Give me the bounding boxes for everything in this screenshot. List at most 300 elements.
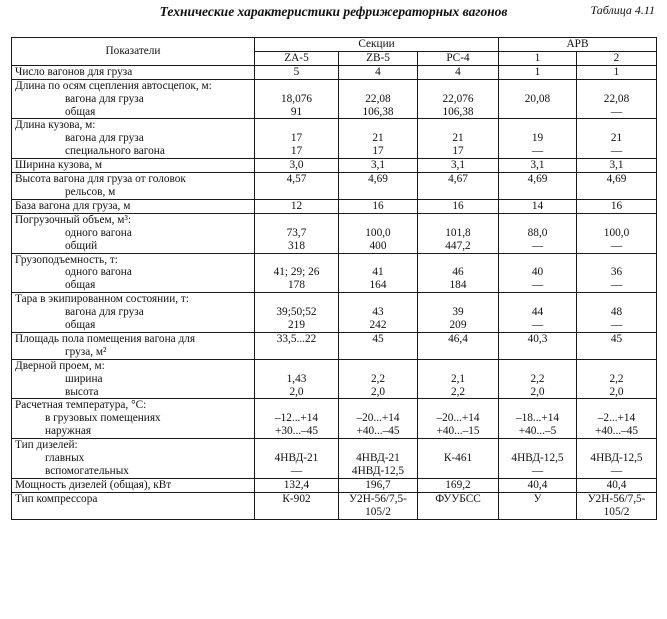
value-text: 4НВД-12,5	[351, 464, 405, 477]
value-text: 4,69	[606, 173, 627, 186]
value-cell	[418, 79, 499, 119]
row-label-text: Тип дизелей:	[15, 439, 78, 452]
value-text: 242	[369, 319, 387, 332]
value-text: 4,67	[448, 173, 468, 186]
row-sublabel-text: вагона для груза	[65, 132, 144, 145]
header-col: 1	[499, 51, 577, 65]
value-text	[258, 293, 335, 306]
value-text: 16	[452, 199, 464, 212]
table-row	[12, 173, 657, 200]
value-text	[580, 399, 653, 412]
value-cell	[577, 213, 657, 253]
value-cell	[577, 79, 657, 119]
value-cell	[255, 173, 339, 200]
value-text: 45	[610, 332, 623, 345]
value-cell	[255, 213, 339, 253]
value-cell	[339, 359, 418, 399]
value-text: 2,0	[530, 385, 545, 398]
value-text: 219	[288, 319, 305, 332]
row-label	[12, 439, 255, 479]
row-label-text: Ширина кузова, м	[15, 159, 103, 172]
table-row	[12, 119, 657, 159]
value-text: —	[531, 319, 544, 332]
value-text: 3,1	[530, 159, 545, 172]
value-text: 2,2	[609, 372, 624, 385]
value-cell	[577, 332, 657, 359]
row-sublabel-text: одного вагона	[65, 266, 132, 279]
value-cell	[577, 359, 657, 399]
value-text	[258, 214, 335, 227]
value-cell	[255, 65, 339, 79]
value-cell	[339, 199, 418, 213]
value-text: 318	[288, 239, 305, 252]
row-label-text: Число вагонов для груза	[15, 65, 133, 78]
row-sublabel-text: груза, м²	[65, 345, 107, 358]
value-cell	[499, 399, 577, 439]
value-cell	[577, 199, 657, 213]
value-text: 106,38	[362, 105, 394, 118]
value-cell	[499, 253, 577, 293]
value-text: 19	[531, 132, 544, 145]
value-text: 132,4	[283, 478, 310, 491]
value-cell	[339, 79, 418, 119]
value-text: 40	[531, 266, 544, 279]
row-sublabel-text: общий	[65, 239, 98, 252]
value-text: +40...–45	[594, 425, 639, 438]
value-text: 12	[290, 199, 303, 212]
value-text: 16	[610, 199, 623, 212]
value-text: 196,7	[365, 478, 391, 491]
value-text: 2,2	[530, 372, 545, 385]
row-label-text: Тип компрессора	[15, 492, 98, 505]
value-text	[502, 293, 573, 306]
value-text: 46,4	[448, 332, 468, 345]
value-cell	[418, 478, 499, 492]
value-text: 3,1	[450, 159, 466, 172]
value-cell	[255, 332, 339, 359]
value-text	[580, 293, 653, 306]
value-text: 41	[372, 266, 384, 279]
row-label-text: Длина кузова, м:	[15, 119, 96, 132]
value-text: 46	[452, 266, 464, 279]
value-text: 21	[610, 132, 623, 145]
value-text: 100,0	[365, 226, 391, 239]
value-cell	[499, 293, 577, 333]
value-text: –12...+14	[274, 412, 319, 425]
value-text	[580, 254, 653, 267]
row-label-text: База вагона для груза, м	[15, 199, 131, 212]
value-cell	[577, 478, 657, 492]
value-text: 48	[610, 306, 623, 319]
value-cell	[255, 399, 339, 439]
value-cell	[339, 253, 418, 293]
row-label	[12, 253, 255, 293]
value-text: —	[531, 145, 544, 158]
header-sections: Секции	[255, 38, 499, 52]
value-cell	[418, 213, 499, 253]
value-text	[421, 80, 495, 93]
value-text: 209	[449, 319, 467, 332]
value-text: 22,076	[442, 92, 474, 105]
value-cell	[577, 159, 657, 173]
value-text: —	[610, 105, 623, 118]
value-cell	[499, 359, 577, 399]
value-cell	[577, 293, 657, 333]
value-text: 39;50;52	[276, 306, 317, 319]
value-text: 106,38	[442, 105, 474, 118]
row-sublabel-text: вспомогательных	[45, 465, 129, 477]
value-cell	[255, 492, 339, 519]
value-text: 17	[290, 145, 303, 158]
value-text	[421, 439, 495, 452]
row-label	[12, 173, 255, 200]
value-cell	[418, 492, 499, 519]
row-label-text: Дверной проем, м:	[15, 359, 105, 372]
value-cell	[499, 119, 577, 159]
table-row	[12, 399, 657, 439]
value-cell	[255, 293, 339, 333]
value-text: –2...+14	[597, 412, 636, 425]
row-label	[12, 213, 255, 253]
value-text	[421, 119, 495, 132]
value-text: 17	[372, 145, 384, 158]
value-text: 1	[534, 65, 541, 78]
row-label-text: Площадь пола помещения вагона для	[15, 332, 196, 345]
value-text: К-461	[443, 452, 473, 465]
value-text	[342, 360, 414, 373]
value-cell	[499, 439, 577, 479]
table-row	[12, 65, 657, 79]
value-cell	[255, 159, 339, 173]
value-text: 44	[531, 306, 544, 319]
value-text	[421, 465, 495, 478]
value-cell	[255, 478, 339, 492]
header-param: Показатели	[12, 38, 255, 66]
value-text: 3,1	[370, 159, 386, 172]
row-sublabel-text: в грузовых помещениях	[45, 412, 161, 425]
value-text: 4,57	[286, 173, 307, 186]
table-title: Технические характеристики рефрижераторных вагонов	[159, 4, 508, 19]
value-cell	[339, 119, 418, 159]
value-cell	[418, 65, 499, 79]
value-text	[502, 106, 573, 119]
value-text	[502, 214, 573, 227]
row-label	[12, 359, 255, 399]
value-text	[580, 80, 653, 93]
row-sublabel-text: вагона для груза	[65, 306, 144, 319]
value-text	[421, 254, 495, 267]
value-text: 17	[452, 145, 464, 158]
value-text	[258, 119, 335, 132]
row-label	[12, 478, 255, 492]
value-text: 73,7	[286, 226, 307, 239]
value-text: 4НВД-12,5	[511, 452, 564, 465]
value-text: –18...+14	[515, 412, 560, 425]
value-cell	[255, 79, 339, 119]
table-row	[12, 79, 657, 119]
value-text: 4,69	[368, 173, 388, 186]
row-sublabel-text: общая	[65, 279, 96, 292]
value-text: —	[610, 464, 623, 477]
value-text: 100,0	[603, 226, 630, 239]
value-cell	[418, 293, 499, 333]
value-text: 21	[372, 132, 384, 145]
value-text	[342, 254, 414, 267]
value-text	[258, 399, 335, 412]
value-cell	[418, 399, 499, 439]
value-text	[342, 214, 414, 227]
value-text: —	[531, 279, 544, 292]
value-text: 39	[452, 306, 464, 319]
value-cell	[577, 119, 657, 159]
header-col: PC-4	[418, 51, 499, 65]
value-cell	[577, 439, 657, 479]
value-text	[502, 80, 573, 93]
value-cell	[418, 159, 499, 173]
specs-table	[11, 37, 657, 520]
value-text: 4,69	[527, 173, 548, 186]
value-cell	[418, 359, 499, 399]
table-row	[12, 199, 657, 213]
row-label	[12, 119, 255, 159]
table-row	[12, 478, 657, 492]
value-text: —	[610, 145, 623, 158]
value-cell	[499, 492, 577, 519]
table-number: Таблица 4.11	[590, 3, 655, 17]
value-text: 400	[369, 239, 387, 252]
caption	[0, 0, 667, 22]
value-text: 36	[610, 266, 623, 279]
value-text: 88,0	[527, 226, 548, 239]
value-cell	[339, 478, 418, 492]
value-text	[258, 254, 335, 267]
row-label	[12, 399, 255, 439]
value-text: 43	[372, 306, 384, 319]
row-sublabel-text: общая	[65, 105, 96, 118]
value-text: 4НВД-21	[356, 452, 400, 465]
value-cell	[339, 213, 418, 253]
value-cell	[339, 173, 418, 200]
row-label-text: Погрузочный объем, м³:	[15, 213, 131, 226]
value-cell	[499, 79, 577, 119]
value-text	[502, 254, 573, 267]
value-text	[580, 119, 653, 132]
row-label-text: Мощность дизелей (общая), кВт	[15, 478, 172, 491]
row-label	[12, 332, 255, 359]
value-text: 18,076	[280, 92, 313, 105]
value-text	[421, 399, 495, 412]
row-label	[12, 293, 255, 333]
value-text: У2Н-56/7,5-	[587, 492, 646, 505]
value-text: 17	[290, 132, 303, 145]
row-label-text: Расчетная температура, °С:	[15, 399, 147, 412]
value-text: –20...+14	[356, 412, 400, 425]
value-cell	[339, 65, 418, 79]
value-text: 41; 29; 26	[273, 266, 320, 279]
value-cell	[339, 293, 418, 333]
value-cell	[339, 332, 418, 359]
value-cell	[255, 119, 339, 159]
value-cell	[577, 492, 657, 519]
row-label-text: Грузоподъемность, т:	[15, 253, 118, 266]
value-text	[342, 119, 414, 132]
value-text: 40,3	[527, 332, 548, 345]
value-text	[342, 399, 414, 412]
row-label	[12, 79, 255, 119]
value-text: 105/2	[365, 505, 391, 518]
value-text	[421, 360, 495, 373]
value-text: 16	[372, 199, 384, 212]
value-text	[502, 399, 573, 412]
value-text	[258, 80, 335, 93]
value-text	[342, 293, 414, 306]
row-label	[12, 65, 255, 79]
value-text: +40...–15	[436, 425, 480, 438]
value-text: У2Н-56/7,5-	[349, 492, 407, 505]
value-text: +40...–45	[356, 425, 400, 438]
value-text: У	[533, 492, 542, 505]
value-cell	[339, 439, 418, 479]
value-text: 447,2	[445, 239, 471, 252]
row-label-text: Длина по осям сцепления автосцепок, м:	[15, 79, 212, 92]
row-label	[12, 492, 255, 519]
value-cell	[339, 492, 418, 519]
value-cell	[577, 173, 657, 200]
value-cell	[255, 199, 339, 213]
value-cell	[255, 359, 339, 399]
value-text: 3,1	[609, 159, 624, 172]
value-text: 4НВД-12,5	[590, 452, 643, 465]
value-cell	[499, 173, 577, 200]
value-text: 1,43	[286, 372, 307, 385]
value-text: 21	[452, 132, 464, 145]
value-text: —	[531, 239, 544, 252]
row-sublabel-text: главных	[45, 452, 85, 465]
value-cell	[577, 399, 657, 439]
header-row-1	[12, 38, 657, 52]
value-cell	[499, 199, 577, 213]
table-row	[12, 159, 657, 173]
value-text: +30...–45	[274, 425, 319, 438]
value-cell	[499, 65, 577, 79]
table-row	[12, 293, 657, 333]
header-col: ZB-5	[339, 51, 418, 65]
value-cell	[339, 159, 418, 173]
value-text: 2,2	[370, 372, 386, 385]
value-text: 33,5...22	[276, 332, 317, 345]
value-text: 169,2	[445, 478, 471, 491]
header-col: ZA-5	[255, 51, 339, 65]
table-row	[12, 492, 657, 519]
value-text	[502, 439, 573, 452]
value-text	[342, 439, 414, 452]
value-text: 164	[369, 279, 387, 292]
value-text	[258, 439, 335, 452]
value-text: —	[531, 464, 544, 477]
value-text	[342, 80, 414, 93]
row-sublabel-text: рельсов, м	[65, 185, 116, 198]
table-row	[12, 332, 657, 359]
value-text: 40,4	[606, 478, 627, 491]
value-text: 20,08	[524, 92, 551, 105]
value-text: 1	[613, 65, 620, 78]
value-cell	[418, 332, 499, 359]
value-text: 4НВД-21	[274, 452, 319, 465]
value-text: 5	[293, 65, 300, 78]
row-label-text: Тара в экипированном состоянии, т:	[15, 293, 189, 306]
value-text: 2,0	[370, 385, 386, 398]
value-text: —	[610, 279, 623, 292]
value-cell	[255, 253, 339, 293]
value-text: –20...+14	[436, 412, 480, 425]
value-text: —	[290, 464, 303, 477]
value-text: —	[610, 239, 623, 252]
table-row	[12, 253, 657, 293]
value-text	[421, 214, 495, 227]
row-sublabel-text: наружная	[45, 425, 92, 438]
value-text: 2,0	[609, 385, 624, 398]
value-text: +40...–5	[518, 425, 557, 438]
value-text: 4	[455, 65, 461, 78]
row-label-text: Высота вагона для груза от головок	[15, 173, 186, 186]
header-arv: АРВ	[499, 38, 657, 52]
value-cell	[418, 173, 499, 200]
value-cell	[577, 65, 657, 79]
value-text	[502, 119, 573, 132]
value-cell	[255, 439, 339, 479]
row-sublabel-text: вагона для груза	[65, 92, 144, 105]
value-text	[421, 293, 495, 306]
value-cell	[418, 199, 499, 213]
value-text	[580, 360, 653, 373]
value-text: 91	[290, 105, 303, 118]
value-text: 22,08	[603, 92, 630, 105]
value-cell	[577, 253, 657, 293]
value-text: 22,08	[365, 92, 391, 105]
value-text: 184	[449, 279, 467, 292]
row-label	[12, 199, 255, 213]
header-col: 2	[577, 51, 657, 65]
value-text: 2,2	[450, 385, 466, 398]
row-sublabel-text: ширина	[65, 372, 103, 385]
value-text: 2,0	[289, 385, 304, 398]
value-text: 178	[288, 279, 305, 292]
value-cell	[499, 213, 577, 253]
value-text: ФУУБСС	[435, 492, 481, 505]
row-sublabel-text: одного вагона	[65, 226, 132, 239]
table-body	[12, 65, 657, 519]
value-text: К-902	[282, 492, 311, 505]
value-text: 45	[372, 332, 384, 345]
value-text	[258, 360, 335, 373]
value-text	[580, 214, 653, 227]
value-cell	[499, 332, 577, 359]
value-text: 3,0	[289, 159, 304, 172]
value-cell	[418, 253, 499, 293]
value-text	[502, 360, 573, 373]
value-cell	[339, 399, 418, 439]
value-text: —	[610, 319, 623, 332]
value-cell	[499, 159, 577, 173]
value-cell	[418, 119, 499, 159]
row-sublabel-text: специального вагона	[65, 145, 165, 158]
table-row	[12, 359, 657, 399]
value-cell	[499, 478, 577, 492]
table-row	[12, 439, 657, 479]
value-text: 2,1	[450, 372, 466, 385]
value-text: 4	[375, 65, 381, 78]
row-label	[12, 159, 255, 173]
